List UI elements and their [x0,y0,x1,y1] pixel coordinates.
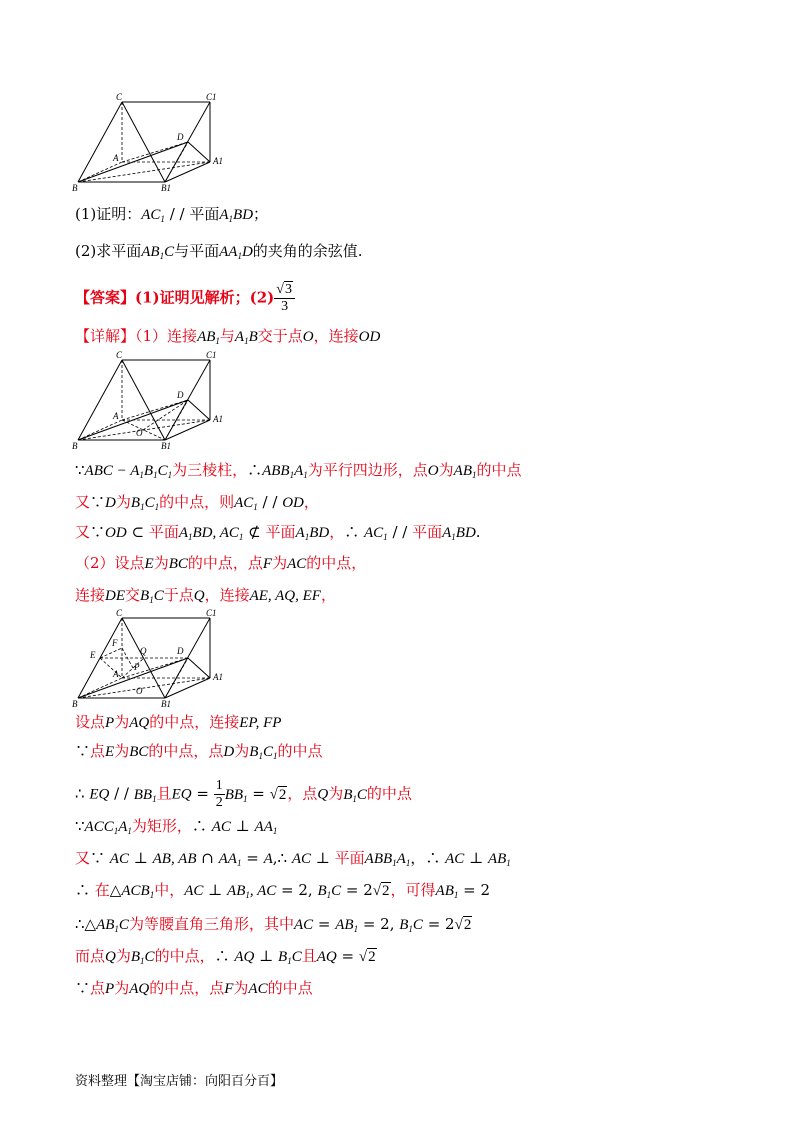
fig1-label: B [72,183,78,192]
fig2-label: D [177,390,184,400]
fig1-label: C1 [206,92,217,102]
fig3-label: P [134,662,140,672]
figure-prism-2 [70,350,230,450]
detail-line-9: ∴ EQ / / $BB_1$且EQ = $\frac{1}{2}$ $BB_1 = √2$，点Q为$B_1C$的中点 [75,778,412,810]
figure-prism-1 [70,92,230,192]
detail-line-14: 而点Q为$B_1C$的中点，∴ AQ ⊥ $B_1C$且AQ = √2 [75,947,376,966]
detail-line-11: 又∵ AC ⊥ AB, AB ∩ $AA_1$ = A,∴ AC ⊥ 平面$ABB_1A_1$，∴ AC ⊥ $AB_1$ [75,849,511,868]
fig3-label: O [136,686,143,696]
fig1-label: C [116,92,123,102]
fig3-label: Q [140,646,147,656]
fig2-label: B [72,441,78,450]
detail-line-7: 设点P为AQ的中点，连接EP, FP [75,713,282,731]
detail-line-12: ∴ 在$\triangle ACB_1$中，AC ⊥ $AB_1$, AC = 2, $B_1C = 2√2$，可得$AB_1 = 2$ [75,881,491,900]
figure-prism-3 [70,608,230,708]
detail-line-13: $\therefore\triangle AB_1C$为等腰直角三角形，其中AC = $AB_1 = 2$, $B_1C = 2√2$ [75,915,472,934]
question-1: (1)证明：$AC_1$ / / 平面$A_1BD$； [75,205,269,224]
detail-line-4: 又∵OD ⊂ 平面$A_1BD$, $AC_1$ ⊄ 平面$A_1BD$，∴ $AC_1$ / / 平面$A_1BD$. [75,523,481,542]
detail-line-3: 又∵D为$B_1C_1$的中点，则$AC_1$ / / OD， [75,493,319,512]
footer-source: 资料整理【淘宝店铺：向阳百分百】 [75,1074,284,1089]
fig1-label: A1 [213,156,223,166]
fig3-label: D [177,646,184,656]
detail-line-8: ∵点E为BC的中点，点D为$B_1C_1$的中点 [75,742,323,761]
detail-line-15: ∵点P为AQ的中点，点F为AC的中点 [75,979,313,997]
fig3-label: F [112,638,118,648]
fig2-label: C [116,350,123,360]
fig3-label: C1 [206,608,217,618]
detail-line-2: ∵ABC − $A_1B_1C_1$为三棱柱，$\therefore ABB_1A_1$为平行四边形，点O为$AB_1$的中点 [75,461,522,480]
answer-line: 【答案】(1)证明见解析；(2) $\frac{√3}{3}$ [75,282,295,315]
fig3-label: C [116,608,123,618]
fig3-label: E [90,650,96,660]
fig1-label: B1 [161,183,171,192]
fig2-label: A [113,411,119,421]
fig3-label: A1 [213,672,223,682]
fig1-label: D [177,132,184,142]
detail-line-1: 【详解】（1）连接$AB_1$与$A_1B$交于点O，连接OD [75,327,381,346]
fig1-label: A [113,153,119,163]
fig2-label: C1 [206,350,217,360]
detail-line-10: $\because ACC_1A_1$为矩形，∴ AC ⊥ $AA_1$ [75,817,278,836]
question-2: (2)求平面$AB_1C$与平面$AA_1D$的夹角的余弦值. [75,242,363,261]
detail-line-6: 连接DE交$B_1C$于点Q，连接AE, AQ, EF， [75,586,336,605]
fig3-label: B [72,699,78,708]
fig3-label: A [113,669,119,679]
fig2-label: A1 [213,414,223,424]
fig3-label: B1 [161,699,171,708]
fig2-label: B1 [161,441,171,450]
detail-line-5: （2）设点E为BC的中点，点F为AC的中点， [75,554,367,572]
fig2-label: O [136,428,143,438]
